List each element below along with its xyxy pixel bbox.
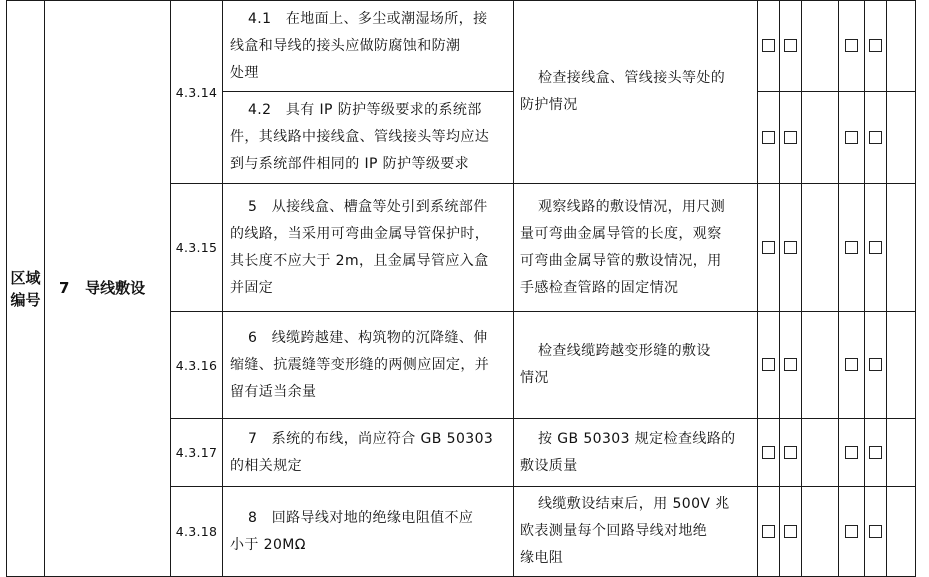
check-method-cell <box>514 184 758 312</box>
checkbox-cell[interactable] <box>780 92 802 184</box>
method-line: 检查接线盒、管线接头等处的 <box>538 70 726 86</box>
method-line: 缘电阻 <box>520 550 564 566</box>
empty-cell <box>802 312 839 419</box>
method-line: 防护情况 <box>520 97 578 113</box>
requirement-line: 8 回路导线对地的绝缘电阻值不应 <box>248 509 474 526</box>
requirement-cell <box>223 184 514 312</box>
requirement-cell <box>223 419 514 487</box>
method-line: 情况 <box>520 370 549 386</box>
requirement-cell <box>223 92 514 184</box>
checkbox-cell[interactable] <box>865 419 887 487</box>
checkbox-cell[interactable] <box>780 184 802 312</box>
check-method-cell <box>514 1 758 184</box>
method-line: 欧表测量每个回路导线对地绝 <box>520 523 708 539</box>
requirement-cell <box>223 312 514 419</box>
requirement-line: 线盒和导线的接头应做防腐蚀和防潮 <box>230 37 461 54</box>
checkbox[interactable] <box>762 358 775 371</box>
checkbox-cell[interactable] <box>839 312 865 419</box>
checkbox-cell[interactable] <box>758 92 780 184</box>
checkbox-cell[interactable] <box>839 1 865 92</box>
checkbox-cell[interactable] <box>758 1 780 92</box>
requirement-line: 处理 <box>230 64 259 81</box>
checkbox-cell[interactable] <box>839 92 865 184</box>
checkbox[interactable] <box>784 525 797 538</box>
clause-code: 4.3.14 <box>171 1 223 184</box>
empty-cell <box>887 312 916 419</box>
empty-cell <box>802 487 839 577</box>
empty-cell <box>887 419 916 487</box>
checkbox[interactable] <box>845 446 858 459</box>
requirement-line: 并固定 <box>230 279 274 296</box>
requirement-line: 4.1 在地面上、多尘或潮湿场所，接 <box>248 10 488 27</box>
checkbox-cell[interactable] <box>780 419 802 487</box>
checkbox[interactable] <box>784 241 797 254</box>
empty-cell <box>802 419 839 487</box>
requirement-line: 留有适当余量 <box>230 383 317 400</box>
checkbox-cell[interactable] <box>865 312 887 419</box>
checkbox[interactable] <box>762 131 775 144</box>
method-line: 按 GB 50303 规定检查线路的 <box>538 430 736 447</box>
requirement-line: 到与系统部件相同的 IP 防护等级要求 <box>230 156 470 172</box>
requirement-line: 缩缝、抗震缝等变形缝的两侧应固定，并 <box>230 356 490 373</box>
checkbox[interactable] <box>784 446 797 459</box>
checkbox-cell[interactable] <box>758 487 780 577</box>
checkbox[interactable] <box>845 525 858 538</box>
checkbox-cell[interactable] <box>839 184 865 312</box>
inspection-table <box>6 0 916 577</box>
requirement-line: 的相关规定 <box>230 457 302 474</box>
empty-cell <box>802 92 839 184</box>
zone-number-cell <box>7 1 45 577</box>
checkbox-cell[interactable] <box>865 1 887 92</box>
checkbox[interactable] <box>869 241 882 254</box>
requirement-line: 件，其线路中接线盒、管线接头等均应达 <box>230 129 490 145</box>
checkbox[interactable] <box>762 525 775 538</box>
requirement-line: 7 系统的布线，尚应符合 GB 50303 <box>248 430 494 447</box>
method-line: 量可弯曲金属导管的长度，观察 <box>520 225 722 242</box>
requirement-line: 5 从接线盒、槽盒等处引到系统部件 <box>248 198 488 215</box>
checkbox[interactable] <box>845 39 858 52</box>
requirement-line: 小于 20MΩ <box>230 536 306 553</box>
checkbox-cell[interactable] <box>865 487 887 577</box>
empty-cell <box>887 1 916 92</box>
checkbox-cell[interactable] <box>758 312 780 419</box>
checkbox[interactable] <box>869 525 882 538</box>
checkbox-cell[interactable] <box>780 487 802 577</box>
item-cell <box>45 1 171 577</box>
empty-cell <box>887 184 916 312</box>
method-line: 观察线路的敷设情况，用尺测 <box>538 198 726 215</box>
table-row <box>7 1 916 92</box>
empty-cell <box>887 92 916 184</box>
empty-cell <box>802 1 839 92</box>
checkbox[interactable] <box>869 446 882 459</box>
checkbox[interactable] <box>869 39 882 52</box>
clause-code: 4.3.16 <box>171 312 223 419</box>
empty-cell <box>802 184 839 312</box>
requirement-line: 4.2 具有 IP 防护等级要求的系统部 <box>248 102 482 118</box>
checkbox-cell[interactable] <box>839 487 865 577</box>
checkbox-cell[interactable] <box>865 92 887 184</box>
zone-label-line: 区域 <box>10 268 41 287</box>
empty-cell <box>887 487 916 577</box>
checkbox[interactable] <box>845 131 858 144</box>
item-number: 7 <box>59 279 70 297</box>
requirement-cell <box>223 1 514 92</box>
checkbox[interactable] <box>869 358 882 371</box>
method-line: 敷设质量 <box>520 457 578 474</box>
requirement-line: 的线路，当采用可弯曲金属导管保护时， <box>230 225 490 242</box>
checkbox[interactable] <box>784 39 797 52</box>
method-line: 手感检查管路的固定情况 <box>520 279 679 296</box>
checkbox[interactable] <box>784 131 797 144</box>
check-method-cell <box>514 419 758 487</box>
method-line: 检查线缆跨越变形缝的敷设 <box>538 343 711 359</box>
checkbox[interactable] <box>762 241 775 254</box>
requirement-line: 6 线缆跨越建、构筑物的沉降缝、伸 <box>248 329 488 346</box>
method-line: 可弯曲金属导管的敷设情况，用 <box>520 252 722 269</box>
checkbox[interactable] <box>869 131 882 144</box>
requirement-line: 其长度不应大于 2m，且金属导管应入盒 <box>230 252 489 269</box>
checkbox-cell[interactable] <box>839 419 865 487</box>
check-method-cell <box>514 312 758 419</box>
item-name: 导线敷设 <box>85 279 146 297</box>
checkbox-cell[interactable] <box>758 419 780 487</box>
checkbox-cell[interactable] <box>865 184 887 312</box>
checkbox-cell[interactable] <box>780 1 802 92</box>
clause-code: 4.3.18 <box>171 487 223 577</box>
method-line: 线缆敷设结束后，用 500V 兆 <box>538 496 730 512</box>
checkbox[interactable] <box>762 39 775 52</box>
clause-code: 4.3.15 <box>171 184 223 312</box>
check-method-cell <box>514 487 758 577</box>
requirement-cell <box>223 487 514 577</box>
checkbox-cell[interactable] <box>758 184 780 312</box>
zone-label-line: 编号 <box>10 290 41 309</box>
checkbox-cell[interactable] <box>780 312 802 419</box>
clause-code: 4.3.17 <box>171 419 223 487</box>
checkbox[interactable] <box>784 358 797 371</box>
checkbox[interactable] <box>845 358 858 371</box>
checkbox[interactable] <box>845 241 858 254</box>
checkbox[interactable] <box>762 446 775 459</box>
